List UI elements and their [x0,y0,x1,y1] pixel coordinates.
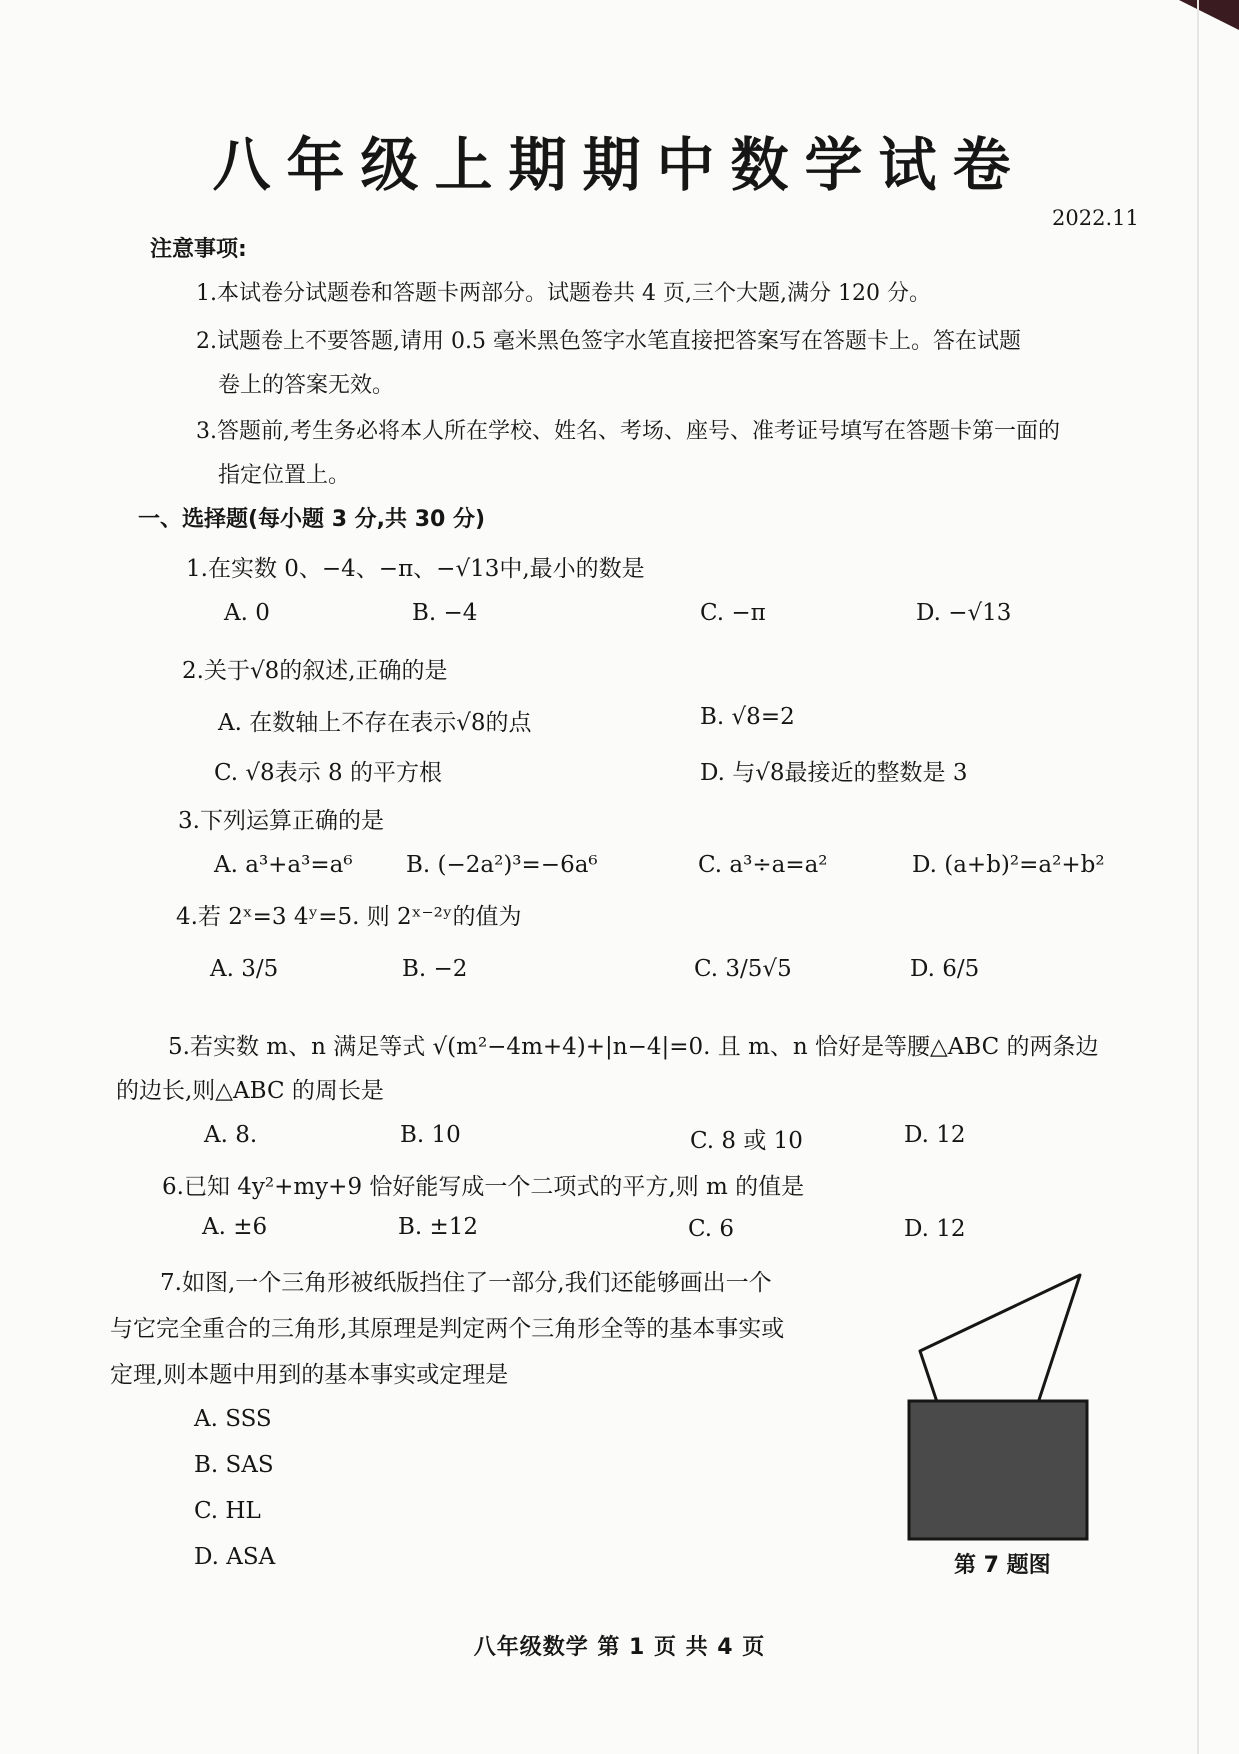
question-7-stem-cont-1: 与它完全重合的三角形,其原理是判定两个三角形全等的基本事实或 [110,1316,785,1342]
question-2-option-d: D. 与√8最接近的整数是 3 [700,760,968,786]
question-2-option-a: A. 在数轴上不存在表示√8的点 [218,710,532,736]
question-7-figure-caption: 第 7 题图 [954,1553,1051,1578]
question-3-option-a: A. a³+a³=a⁶ [214,852,353,878]
question-7-stem-cont-2: 定理,则本题中用到的基本事实或定理是 [110,1362,509,1388]
question-7-option-d: D. ASA [194,1544,276,1570]
triangle-outline [920,1275,1080,1405]
question-4-option-a: A. 3/5 [210,956,279,982]
question-5-option-b: B. 10 [400,1122,461,1148]
question-3-option-b: B. (−2a²)³=−6a⁶ [406,852,598,878]
question-2-stem: 2.关于√8的叙述,正确的是 [182,658,448,684]
question-1-option-a: A. 0 [224,600,270,626]
question-1-stem: 1.在实数 0、−4、−π、−√13中,最小的数是 [186,556,645,582]
question-5-option-d: D. 12 [904,1122,966,1148]
question-5-stem: 5.若实数 m、n 满足等式 √(m²−4m+4)+|n−4|=0. 且 m、n 恰好是等腰△ABC 的两条边 [168,1034,1099,1060]
question-7-option-a: A. SSS [194,1406,272,1432]
question-5-option-a: A. 8. [204,1122,258,1148]
question-6-option-d: D. 12 [904,1216,966,1242]
question-3-option-d: D. (a+b)²=a²+b² [912,852,1105,878]
question-4-option-d: D. 6/5 [910,956,980,982]
question-7-stem: 7.如图,一个三角形被纸版挡住了一部分,我们还能够画出一个 [160,1270,772,1296]
question-6-option-b: B. ±12 [398,1214,479,1240]
question-6-stem: 6.已知 4y²+my+9 恰好能写成一个二项式的平方,则 m 的值是 [162,1174,805,1200]
notice-item-2: 2.试题卷上不要答题,请用 0.5 毫米黑色签字水笔直接把答案写在答题卡上。答在试题 [196,329,1021,354]
question-4-stem: 4.若 2ˣ=3 4ʸ=5. 则 2ˣ⁻²ʸ的值为 [176,904,522,930]
notice-item-3-cont: 指定位置上。 [218,463,351,488]
question-6-option-a: A. ±6 [202,1214,268,1240]
exam-date: 2022.11 [1052,206,1139,230]
question-2-option-b: B. √8=2 [700,704,795,730]
question-1-option-c: C. −π [700,600,766,626]
question-6-option-c: C. 6 [688,1216,735,1242]
question-2-option-c: C. √8表示 8 的平方根 [214,760,442,786]
cover-board [909,1401,1087,1539]
section-heading: 一、选择题(每小题 3 分,共 30 分) [138,507,486,532]
notice-heading: 注意事项: [150,237,247,262]
question-3-stem: 3.下列运算正确的是 [178,808,384,834]
exam-title: 八年级上期期中数学试卷 [212,131,1027,199]
question-1-option-d: D. −√13 [916,600,1012,626]
scan-edge [1197,0,1199,1754]
question-3-option-c: C. a³÷a=a² [698,852,828,878]
question-4-option-b: B. −2 [402,956,468,982]
question-1-option-b: B. −4 [412,600,478,626]
question-7-option-c: C. HL [194,1498,261,1524]
question-5-option-c: C. 8 或 10 [690,1128,803,1154]
notice-item-3: 3.答题前,考生务必将本人所在学校、姓名、考场、座号、准考证号填写在答题卡第一面的 [196,419,1060,444]
notice-item-2-cont: 卷上的答案无效。 [218,373,395,398]
question-4-option-c: C. 3/5√5 [694,956,792,982]
question-5-stem-cont: 的边长,则△ABC 的周长是 [116,1078,384,1104]
page-footer: 八年级数学 第 1 页 共 4 页 [473,1635,766,1660]
question-7-option-b: B. SAS [194,1452,274,1478]
question-7-figure [900,1255,1100,1545]
page-corner-mark [1179,0,1239,30]
notice-item-1: 1.本试卷分试题卷和答题卡两部分。试题卷共 4 页,三个大题,满分 120 分。 [196,281,931,306]
